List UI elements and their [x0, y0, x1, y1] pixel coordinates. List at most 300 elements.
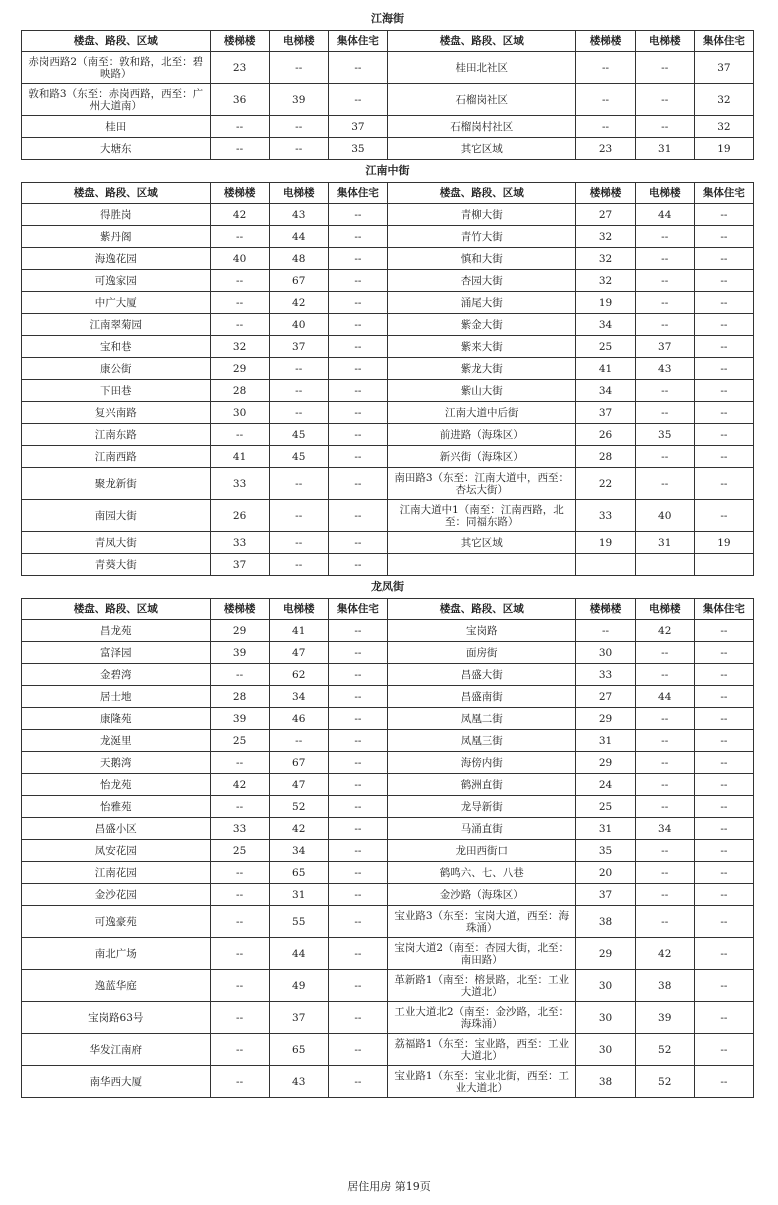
- location-cell: 金沙花园: [22, 884, 211, 906]
- value-cell: 48: [269, 248, 328, 270]
- table-row: [22, 664, 754, 686]
- value-cell: --: [694, 1066, 753, 1098]
- value-cell: --: [269, 402, 328, 424]
- value-cell: 37: [694, 52, 753, 84]
- location-cell: 怡雅苑: [22, 796, 211, 818]
- location-cell: 江南大道中1（南至：江南西路，北至：同福东路）: [387, 500, 576, 532]
- location-cell: 紫金大街: [387, 314, 576, 336]
- location-cell: 可逸家园: [22, 270, 211, 292]
- value-cell: --: [328, 774, 387, 796]
- value-cell: 45: [269, 446, 328, 468]
- column-header: 电梯楼: [269, 183, 328, 204]
- value-cell: --: [328, 1066, 387, 1098]
- value-cell: 24: [576, 774, 635, 796]
- value-cell: --: [328, 292, 387, 314]
- value-cell: 33: [210, 818, 269, 840]
- value-cell: 47: [269, 642, 328, 664]
- table-row: [22, 424, 754, 446]
- value-cell: 42: [635, 938, 694, 970]
- value-cell: 35: [576, 840, 635, 862]
- value-cell: --: [269, 468, 328, 500]
- location-cell: 昌盛大街: [387, 664, 576, 686]
- table-row: [22, 314, 754, 336]
- value-cell: --: [694, 226, 753, 248]
- value-cell: --: [635, 226, 694, 248]
- value-cell: --: [576, 84, 635, 116]
- value-cell: 42: [210, 774, 269, 796]
- value-cell: 26: [210, 500, 269, 532]
- value-cell: --: [694, 938, 753, 970]
- column-header: 楼梯楼: [210, 183, 269, 204]
- value-cell: --: [210, 1066, 269, 1098]
- value-cell: --: [694, 862, 753, 884]
- value-cell: [635, 554, 694, 576]
- value-cell: 32: [576, 226, 635, 248]
- table-row: [22, 554, 754, 576]
- table-row: [22, 796, 754, 818]
- value-cell: --: [328, 446, 387, 468]
- value-cell: 29: [210, 358, 269, 380]
- table-header-row: [22, 183, 754, 204]
- value-cell: 40: [635, 500, 694, 532]
- value-cell: 39: [210, 708, 269, 730]
- value-cell: --: [635, 270, 694, 292]
- table-row: [22, 840, 754, 862]
- column-header: 集体住宅: [694, 183, 753, 204]
- value-cell: --: [210, 906, 269, 938]
- column-header: 楼梯楼: [210, 31, 269, 52]
- value-cell: 42: [269, 818, 328, 840]
- location-cell: 马涌直街: [387, 818, 576, 840]
- location-cell: 南园大街: [22, 500, 211, 532]
- value-cell: --: [328, 380, 387, 402]
- column-header: 楼盘、路段、区域: [22, 599, 211, 620]
- housing-price-table: [21, 598, 754, 1098]
- value-cell: --: [328, 248, 387, 270]
- location-cell: 紫山大街: [387, 380, 576, 402]
- value-cell: --: [694, 818, 753, 840]
- table-row: [22, 380, 754, 402]
- value-cell: 29: [576, 708, 635, 730]
- value-cell: 29: [210, 620, 269, 642]
- value-cell: --: [576, 52, 635, 84]
- value-cell: --: [328, 862, 387, 884]
- location-cell: 逸蓝华庭: [22, 970, 211, 1002]
- section-title: 龙凤街: [371, 580, 404, 593]
- value-cell: --: [210, 226, 269, 248]
- value-cell: --: [694, 686, 753, 708]
- location-cell: 华发江南府: [22, 1034, 211, 1066]
- value-cell: --: [635, 642, 694, 664]
- location-cell: 富泽园: [22, 642, 211, 664]
- column-header: 集体住宅: [694, 599, 753, 620]
- table-row: [22, 752, 754, 774]
- value-cell: --: [328, 1034, 387, 1066]
- value-cell: 41: [210, 446, 269, 468]
- value-cell: 23: [210, 52, 269, 84]
- value-cell: --: [210, 796, 269, 818]
- location-cell: 江南西路: [22, 446, 211, 468]
- value-cell: --: [328, 664, 387, 686]
- location-cell: 桂田: [22, 116, 211, 138]
- value-cell: --: [328, 970, 387, 1002]
- value-cell: --: [210, 116, 269, 138]
- location-cell: 宝岗路63号: [22, 1002, 211, 1034]
- value-cell: --: [635, 730, 694, 752]
- value-cell: 29: [576, 938, 635, 970]
- value-cell: 30: [576, 642, 635, 664]
- location-cell: 下田巷: [22, 380, 211, 402]
- value-cell: 30: [210, 402, 269, 424]
- value-cell: 37: [210, 554, 269, 576]
- value-cell: --: [635, 906, 694, 938]
- value-cell: 37: [269, 1002, 328, 1034]
- value-cell: --: [328, 84, 387, 116]
- value-cell: --: [328, 818, 387, 840]
- table-row: [22, 862, 754, 884]
- value-cell: --: [694, 468, 753, 500]
- value-cell: --: [328, 840, 387, 862]
- value-cell: 62: [269, 664, 328, 686]
- location-cell: 桂田北社区: [387, 52, 576, 84]
- column-header: 集体住宅: [694, 31, 753, 52]
- location-cell: 凤凰三街: [387, 730, 576, 752]
- value-cell: [576, 554, 635, 576]
- column-header: 电梯楼: [269, 31, 328, 52]
- value-cell: 43: [269, 204, 328, 226]
- value-cell: --: [694, 642, 753, 664]
- location-cell: [387, 554, 576, 576]
- value-cell: 31: [635, 138, 694, 160]
- location-cell: 金碧湾: [22, 664, 211, 686]
- value-cell: --: [210, 664, 269, 686]
- value-cell: 34: [269, 686, 328, 708]
- value-cell: --: [269, 116, 328, 138]
- location-cell: 中广大厦: [22, 292, 211, 314]
- value-cell: 32: [576, 248, 635, 270]
- value-cell: 44: [269, 226, 328, 248]
- value-cell: --: [328, 468, 387, 500]
- value-cell: --: [210, 970, 269, 1002]
- location-cell: 江南东路: [22, 424, 211, 446]
- value-cell: 34: [269, 840, 328, 862]
- value-cell: 25: [576, 796, 635, 818]
- value-cell: --: [694, 730, 753, 752]
- value-cell: --: [635, 292, 694, 314]
- location-cell: 新兴街（海珠区）: [387, 446, 576, 468]
- table-row: [22, 620, 754, 642]
- value-cell: 23: [576, 138, 635, 160]
- location-cell: 宝岗大道2（南至：杏园大街，北至：南田路）: [387, 938, 576, 970]
- location-cell: 大塘东: [22, 138, 211, 160]
- column-header: 集体住宅: [328, 183, 387, 204]
- value-cell: 39: [635, 1002, 694, 1034]
- value-cell: --: [694, 380, 753, 402]
- value-cell: --: [328, 500, 387, 532]
- column-header: 电梯楼: [635, 31, 694, 52]
- document-page: [21, 8, 754, 1098]
- value-cell: --: [694, 292, 753, 314]
- value-cell: --: [328, 708, 387, 730]
- value-cell: --: [328, 424, 387, 446]
- location-cell: 慎和大街: [387, 248, 576, 270]
- value-cell: --: [210, 862, 269, 884]
- table-row: [22, 708, 754, 730]
- location-cell: 赤岗西路2（南至：敦和路，北至：碧映路）: [22, 52, 211, 84]
- value-cell: --: [328, 642, 387, 664]
- section-title: 江南中街: [365, 164, 410, 177]
- table-header-row: [22, 599, 754, 620]
- location-cell: 南华西大厦: [22, 1066, 211, 1098]
- value-cell: 43: [269, 1066, 328, 1098]
- location-cell: 昌龙苑: [22, 620, 211, 642]
- value-cell: 30: [576, 1034, 635, 1066]
- value-cell: --: [694, 884, 753, 906]
- value-cell: 65: [269, 1034, 328, 1066]
- value-cell: 42: [635, 620, 694, 642]
- value-cell: 31: [576, 730, 635, 752]
- location-cell: 龙导新街: [387, 796, 576, 818]
- value-cell: --: [694, 270, 753, 292]
- table-row: [22, 970, 754, 1002]
- value-cell: --: [269, 358, 328, 380]
- location-cell: 青柳大街: [387, 204, 576, 226]
- value-cell: --: [694, 336, 753, 358]
- table-row: [22, 642, 754, 664]
- value-cell: --: [694, 424, 753, 446]
- value-cell: 28: [210, 380, 269, 402]
- location-cell: 其它区域: [387, 138, 576, 160]
- location-cell: 涌尾大街: [387, 292, 576, 314]
- location-cell: 紫丹阁: [22, 226, 211, 248]
- value-cell: --: [328, 752, 387, 774]
- value-cell: --: [694, 752, 753, 774]
- value-cell: 26: [576, 424, 635, 446]
- location-cell: 敦和路3（东至：赤岗西路，西至：广州大道南）: [22, 84, 211, 116]
- value-cell: --: [328, 554, 387, 576]
- column-header: 楼盘、路段、区域: [387, 31, 576, 52]
- value-cell: 30: [576, 970, 635, 1002]
- value-cell: 19: [694, 532, 753, 554]
- location-cell: 江南花园: [22, 862, 211, 884]
- value-cell: 31: [269, 884, 328, 906]
- table-row: [22, 686, 754, 708]
- location-cell: 宝业路3（东至：宝岗大道，西至：海珠涌）: [387, 906, 576, 938]
- value-cell: --: [210, 1034, 269, 1066]
- value-cell: --: [635, 468, 694, 500]
- location-cell: 紫龙大街: [387, 358, 576, 380]
- value-cell: 37: [576, 884, 635, 906]
- location-cell: 工业大道北2（南至：金沙路，北至：海珠涌）: [387, 1002, 576, 1034]
- column-header: 楼梯楼: [210, 599, 269, 620]
- value-cell: 37: [576, 402, 635, 424]
- value-cell: 19: [576, 292, 635, 314]
- value-cell: 37: [328, 116, 387, 138]
- value-cell: --: [635, 446, 694, 468]
- location-cell: 荔福路1（东至：宝业路，西至：工业大道北）: [387, 1034, 576, 1066]
- table-row: [22, 1034, 754, 1066]
- location-cell: 可逸豪苑: [22, 906, 211, 938]
- value-cell: 55: [269, 906, 328, 938]
- location-cell: 青葵大街: [22, 554, 211, 576]
- value-cell: --: [635, 774, 694, 796]
- value-cell: --: [328, 620, 387, 642]
- value-cell: --: [328, 358, 387, 380]
- location-cell: 石榴岗村社区: [387, 116, 576, 138]
- column-header: 电梯楼: [269, 599, 328, 620]
- value-cell: --: [694, 664, 753, 686]
- value-cell: --: [328, 336, 387, 358]
- value-cell: 41: [576, 358, 635, 380]
- location-cell: 天鹅湾: [22, 752, 211, 774]
- housing-price-table: [21, 182, 754, 576]
- value-cell: 30: [576, 1002, 635, 1034]
- location-cell: 青竹大街: [387, 226, 576, 248]
- table-row: [22, 84, 754, 116]
- column-header: 楼梯楼: [576, 31, 635, 52]
- table-row: [22, 248, 754, 270]
- value-cell: 25: [576, 336, 635, 358]
- value-cell: --: [269, 380, 328, 402]
- value-cell: 19: [576, 532, 635, 554]
- value-cell: 44: [635, 204, 694, 226]
- value-cell: --: [269, 554, 328, 576]
- location-cell: 鹤洲直街: [387, 774, 576, 796]
- value-cell: 28: [210, 686, 269, 708]
- value-cell: 25: [210, 730, 269, 752]
- value-cell: --: [635, 752, 694, 774]
- value-cell: --: [635, 116, 694, 138]
- location-cell: 康隆苑: [22, 708, 211, 730]
- value-cell: --: [635, 380, 694, 402]
- value-cell: --: [694, 906, 753, 938]
- value-cell: --: [635, 862, 694, 884]
- value-cell: --: [694, 1002, 753, 1034]
- value-cell: 42: [210, 204, 269, 226]
- value-cell: 34: [576, 314, 635, 336]
- location-cell: 金沙路（海珠区）: [387, 884, 576, 906]
- location-cell: 复兴南路: [22, 402, 211, 424]
- value-cell: --: [694, 708, 753, 730]
- value-cell: --: [694, 314, 753, 336]
- value-cell: 67: [269, 270, 328, 292]
- location-cell: 昌盛小区: [22, 818, 211, 840]
- value-cell: 52: [635, 1034, 694, 1066]
- column-header: 楼盘、路段、区域: [387, 183, 576, 204]
- value-cell: --: [328, 686, 387, 708]
- value-cell: --: [269, 532, 328, 554]
- column-header: 电梯楼: [635, 599, 694, 620]
- value-cell: 65: [269, 862, 328, 884]
- value-cell: --: [269, 52, 328, 84]
- section-title: 江海街: [371, 12, 404, 25]
- value-cell: 38: [635, 970, 694, 1002]
- value-cell: --: [210, 938, 269, 970]
- value-cell: --: [635, 84, 694, 116]
- table-row: [22, 336, 754, 358]
- table-row: [22, 730, 754, 752]
- value-cell: --: [576, 116, 635, 138]
- value-cell: 38: [576, 1066, 635, 1098]
- value-cell: 42: [269, 292, 328, 314]
- column-header: 楼盘、路段、区域: [22, 183, 211, 204]
- value-cell: --: [694, 840, 753, 862]
- value-cell: --: [694, 796, 753, 818]
- value-cell: 28: [576, 446, 635, 468]
- value-cell: --: [635, 796, 694, 818]
- location-cell: 怡龙苑: [22, 774, 211, 796]
- column-header: 楼梯楼: [576, 599, 635, 620]
- value-cell: 40: [269, 314, 328, 336]
- table-row: [22, 358, 754, 380]
- location-cell: 海傍内街: [387, 752, 576, 774]
- value-cell: 32: [694, 84, 753, 116]
- value-cell: --: [269, 730, 328, 752]
- value-cell: --: [635, 884, 694, 906]
- location-cell: 得胜岗: [22, 204, 211, 226]
- location-cell: 海逸花园: [22, 248, 211, 270]
- value-cell: 20: [576, 862, 635, 884]
- value-cell: --: [694, 1034, 753, 1066]
- column-header: 集体住宅: [328, 31, 387, 52]
- value-cell: --: [328, 884, 387, 906]
- value-cell: --: [210, 752, 269, 774]
- location-cell: 凤安花园: [22, 840, 211, 862]
- table-row: [22, 1002, 754, 1034]
- value-cell: 41: [269, 620, 328, 642]
- location-cell: 石榴岗社区: [387, 84, 576, 116]
- location-cell: 昌盛南街: [387, 686, 576, 708]
- location-cell: 龙田西街口: [387, 840, 576, 862]
- housing-price-table: [21, 30, 754, 160]
- value-cell: 33: [576, 500, 635, 532]
- value-cell: --: [210, 884, 269, 906]
- value-cell: 39: [269, 84, 328, 116]
- value-cell: --: [328, 906, 387, 938]
- value-cell: 25: [210, 840, 269, 862]
- value-cell: --: [694, 204, 753, 226]
- location-cell: 居士地: [22, 686, 211, 708]
- location-cell: 紫来大街: [387, 336, 576, 358]
- location-cell: 江南翠菊园: [22, 314, 211, 336]
- location-cell: 宝和巷: [22, 336, 211, 358]
- value-cell: --: [328, 730, 387, 752]
- table-row: [22, 938, 754, 970]
- value-cell: 40: [210, 248, 269, 270]
- value-cell: --: [210, 270, 269, 292]
- value-cell: 46: [269, 708, 328, 730]
- value-cell: 36: [210, 84, 269, 116]
- location-cell: 南北广场: [22, 938, 211, 970]
- value-cell: 43: [635, 358, 694, 380]
- table-row: [22, 402, 754, 424]
- location-cell: 宝业路1（东至：宝业北街，西至：工业大道北）: [387, 1066, 576, 1098]
- column-header: 电梯楼: [635, 183, 694, 204]
- value-cell: 29: [576, 752, 635, 774]
- table-row: [22, 138, 754, 160]
- location-cell: 宝岗路: [387, 620, 576, 642]
- value-cell: 39: [210, 642, 269, 664]
- value-cell: 34: [576, 380, 635, 402]
- table-row: [22, 884, 754, 906]
- value-cell: 44: [635, 686, 694, 708]
- value-cell: --: [635, 840, 694, 862]
- value-cell: 32: [576, 270, 635, 292]
- value-cell: --: [269, 138, 328, 160]
- value-cell: --: [694, 620, 753, 642]
- value-cell: 52: [635, 1066, 694, 1098]
- column-header: 楼盘、路段、区域: [387, 599, 576, 620]
